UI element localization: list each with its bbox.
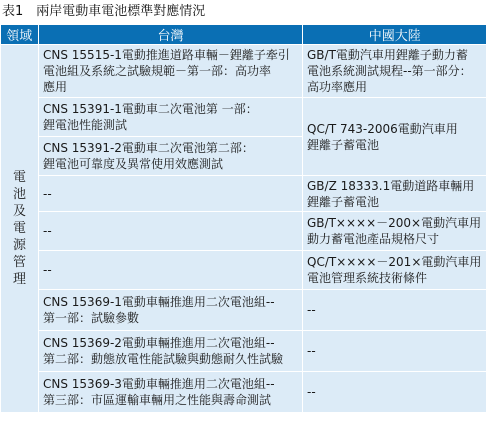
header-domain: 領域	[1, 25, 39, 45]
taiwan-cell: CNS 15369-1電動車輛推進用二次電池組-- 第一部：試驗參數	[39, 290, 303, 331]
china-cell: GB/T××××－200×電動汽車用 動力蓄電池產品規格尺寸	[303, 212, 486, 251]
taiwan-cell: CNS 15515-1電動推進道路車輛－鋰離子牽引 電池組及系統之試驗規範－第一部：高功率 應用	[39, 45, 303, 98]
taiwan-cell: CNS 15369-3電動車輛推進用二次電池組-- 第三部：市區運輸車輛用之性能與壽命測試	[39, 372, 303, 413]
standards-table	[0, 25, 486, 413]
table-row	[1, 372, 486, 413]
china-cell: --	[303, 331, 486, 372]
taiwan-cell: --	[39, 176, 303, 212]
china-cell: --	[303, 290, 486, 331]
table-row	[1, 290, 486, 331]
china-cell: --	[303, 372, 486, 413]
domain-cell	[1, 45, 39, 413]
domain-label: 電池及電源管理	[12, 170, 26, 287]
header-china: 中國大陸	[303, 25, 486, 45]
taiwan-cell: CNS 15391-2電動車二次電池第二部： 鋰電池可靠度及異常使用效應測試	[39, 137, 303, 176]
table-row	[1, 98, 486, 137]
header-taiwan: 台灣	[39, 25, 303, 45]
table-row	[1, 212, 486, 251]
table-row	[1, 45, 486, 98]
china-cell: QC/T××××－201×電動汽車用 電池管理系統技術條件	[303, 251, 486, 290]
header-row	[1, 25, 486, 45]
taiwan-cell: --	[39, 212, 303, 251]
china-cell-merged: QC/T 743-2006電動汽車用 鋰離子蓄電池	[303, 98, 486, 176]
taiwan-cell: CNS 15369-2電動車輛推進用二次電池組-- 第二部：動態放電性能試驗與動態耐久性試驗	[39, 331, 303, 372]
table-caption: 表1 兩岸電動車電池標準對應情況	[2, 4, 206, 19]
china-cell: GB/T電動汽車用鋰離子動力蓄 電池系統測試規程--第一部分： 高功率應用	[303, 45, 486, 98]
china-cell: GB/Z 18333.1電動道路車輛用 鋰離子蓄電池	[303, 176, 486, 212]
table-row	[1, 251, 486, 290]
table-row	[1, 176, 486, 212]
taiwan-cell: CNS 15391-1電動車二次電池第 一部： 鋰電池性能測試	[39, 98, 303, 137]
taiwan-cell: --	[39, 251, 303, 290]
table-row	[1, 331, 486, 372]
